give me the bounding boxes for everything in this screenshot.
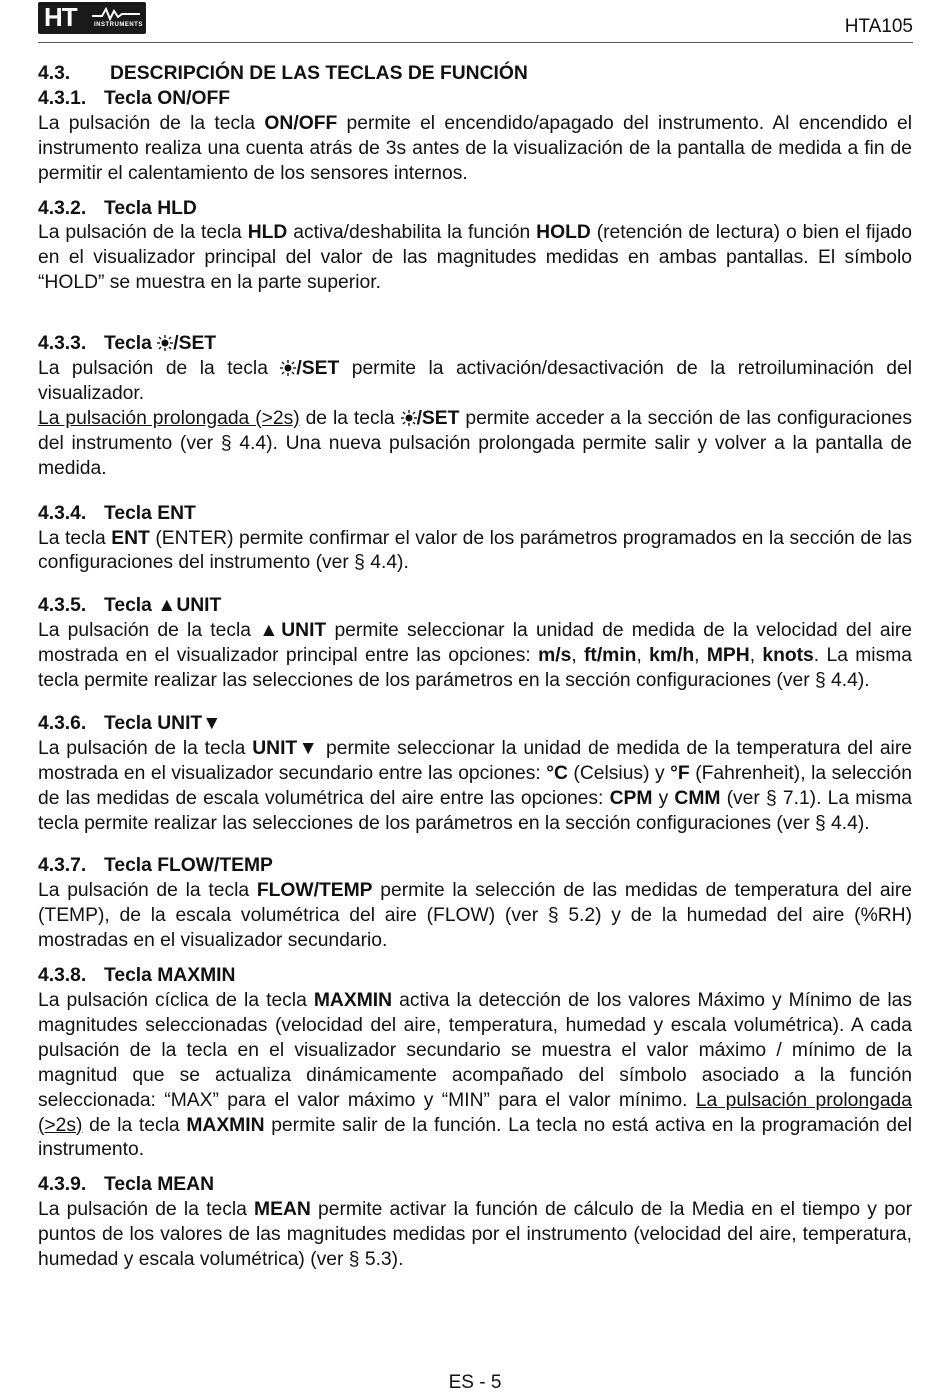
logo-text: HT [44,2,77,32]
model-name: HTA105 [844,16,913,37]
paragraph: La pulsación cíclica de la tecla MAXMIN activa la detección de los valores Máximo y Mínimo de las magnitudes seleccionadas (velocidad del aire, temperatura, humedad y escala volumétrica). A cada pulsación de la tecla en el visualizador secundario se muestra el valor máximo / mínimo de la magnitud que se actualiza dinámicamente acompañado del símbolo asociado a la función seleccionada: “MAX” para el valor máximo y “MIN” para el valor mínimo. La pulsación prolongada (>2s) de la tecla MAXMIN permite salir de la función. La tecla no está activa en la programación del instrumento. [38,990,913,1161]
section-flow-temp [38,854,912,954]
paragraph: La pulsación de la tecla ON/OFF permite el encendido/apagado del instrumento. Al encendido el instrumento realiza una cuenta atrás de 3s antes de la visualización de la pantalla de medida a fin de permitir el calentamiento de los sensores internos. [38,112,912,184]
subsection-heading: 4.3.7. Tecla FLOW/TEMP [38,855,273,877]
backlight-icon [401,410,417,426]
ht-logo [38,2,146,34]
paragraph: La tecla ENT (ENTER) permite confirmar el valor de los parámetros programados en la sección de las configuraciones del instrumento (ver § 4.4). [38,527,912,574]
section-ent [38,502,912,577]
subsection-heading: 4.3.2. Tecla HLD [38,197,197,219]
subsection-heading: 4.3.1. Tecla ON/OFF [38,87,231,109]
subsection-heading: 4.3.9. Tecla MEAN [38,1174,215,1196]
paragraph: La pulsación de la tecla FLOW/TEMP permite la selección de las medidas de temperatura del aire (TEMP), de la escala volumétrica del aire (FLOW) (ver § 5.2) y de la humedad del aire (%RH) mostradas en el visualizador secundario. [38,880,912,952]
paragraph: La pulsación de la tecla /SET permite la activación/desactivación de la retroiluminación del visualizador. [38,358,912,404]
backlight-icon [280,360,296,376]
subsection-heading: 4.3.5. Tecla ▲UNIT [38,595,222,617]
paragraph: La pulsación de la tecla ▲UNIT permite seleccionar la unidad de medida de la velocidad del aire mostrada en el visualizador principal entre las opciones: m/s, ft/min, km/h, MPH, knots. La misma tecla permite realizar las selecciones de los parámetros en la sección configuraciones (ver § 4.4). [38,620,912,692]
paragraph: La pulsación de la tecla HLD activa/deshabilita la función HOLD (retención de lectura) o bien el fijado en el visualizador principal del valor de las magnitudes medidas en ambas pantallas. El símbolo “HOLD” se muestra en la parte superior. [38,222,912,294]
subsection-heading: 4.3.3. Tecla /SET [38,333,217,355]
section-title: 4.3. DESCRIPCIÓN DE LAS TECLAS DE FUNCIÓN [38,63,528,84]
section-unit-down [38,712,912,837]
paragraph: La pulsación de la tecla MEAN permite activar la función de cálculo de la Media en el tiempo y por puntos de los valores de las magnitudes medidas por el instrumento (velocidad del aire, temperatura, humedad y escala volumétrica) (ver § 5.3). [38,1199,912,1271]
backlight-icon [157,335,173,351]
waveform-icon [92,7,140,21]
section-on-off [38,87,912,187]
page-number: ES - 5 [448,1372,502,1393]
section-hld [38,197,912,297]
document-body [38,62,912,1273]
logo-subtext: INSTRUMENTS [94,22,143,28]
page-header [38,0,913,43]
subsection-heading: 4.3.4. Tecla ENT [38,502,196,524]
section-maxmin [38,964,912,1163]
paragraph: La pulsación prolongada (>2s) de la tecla /SET permite acceder a la sección de las configuraciones del instrumento (ver § 4.4). Una nueva pulsación prolongada permite salir y volver a la pantalla de medida. [38,407,912,479]
section-backlight-set [38,332,912,481]
section-unit-up [38,594,912,694]
subsection-heading: 4.3.6. Tecla UNIT▼ [38,712,222,734]
subsection-heading: 4.3.8. Tecla MAXMIN [38,965,236,987]
section-mean [38,1173,912,1273]
paragraph: La pulsación de la tecla UNIT▼ permite seleccionar la unidad de medida de la temperatura del aire mostrada en el visualizador secundario entre las opciones: °C (Celsius) y °F (Fahrenheit), la selección de las medidas de escala volumétrica del aire entre las opciones: CPM y CMM (ver § 7.1). La misma tecla permite realizar las selecciones de los parámetros en la sección configuraciones (ver § 4.4). [38,737,912,834]
